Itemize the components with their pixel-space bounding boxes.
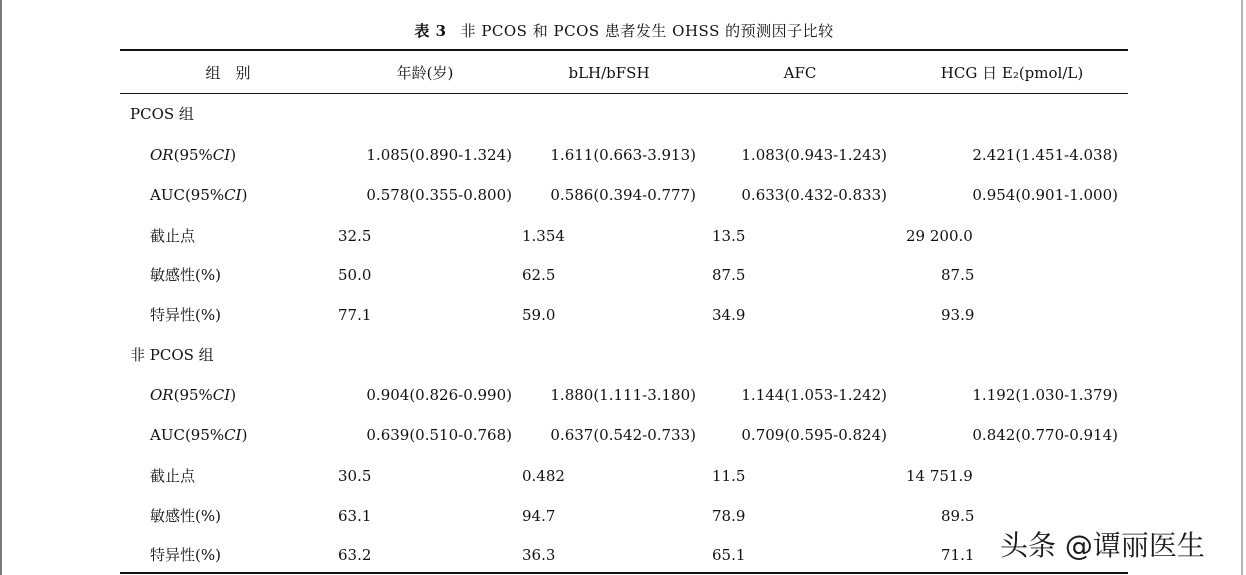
- table-cell: 11.5: [712, 467, 746, 485]
- header-age: 年龄(岁): [396, 64, 454, 82]
- table-cell: 30.5: [338, 467, 372, 485]
- header-blh-bfsh: bLH/bFSH: [568, 64, 650, 82]
- table-cell: 1.880(1.111-3.180): [550, 386, 696, 404]
- table-cell: 87.5: [712, 266, 746, 284]
- table-cell: 29 200.0: [906, 227, 973, 245]
- table-cell: 87.5: [941, 266, 975, 284]
- table-cell: 1.611(0.663-3.913): [550, 146, 696, 164]
- table-cell: 2.421(1.451-4.038): [972, 146, 1118, 164]
- table-cell: 93.9: [941, 306, 975, 324]
- table-cell: 1.144(1.053-1.242): [741, 386, 887, 404]
- row-label-sensitivity: 敏感性(%): [150, 266, 221, 284]
- table-cell: 14 751.9: [906, 467, 973, 485]
- table-cell: 0.904(0.826-0.990): [366, 386, 512, 404]
- group-label-non-pcos: 非 PCOS 组: [130, 346, 214, 364]
- row-label-specificity: 特异性(%): [150, 306, 221, 324]
- table-cell: 0.578(0.355-0.800): [366, 186, 512, 204]
- row-label-or: OR(95%CI): [150, 386, 237, 404]
- header-hcg-e2: HCG 日 E₂(pmol/L): [940, 64, 1084, 82]
- table-cell: 0.709(0.595-0.824): [741, 426, 887, 444]
- table-cell: 13.5: [712, 227, 746, 245]
- table-cell: 0.954(0.901-1.000): [972, 186, 1118, 204]
- table-cell: 65.1: [712, 546, 746, 564]
- table-cell: 1.354: [522, 227, 565, 245]
- table-cell: 0.637(0.542-0.733): [550, 426, 696, 444]
- table-number: 表 3: [414, 22, 447, 40]
- header-rule: [120, 93, 1128, 94]
- group-label-pcos: PCOS 组: [130, 105, 194, 123]
- table-cell: 94.7: [522, 507, 556, 525]
- table-cell: 77.1: [338, 306, 372, 324]
- table-cell: 63.2: [338, 546, 372, 564]
- page-right-edge: [1241, 0, 1243, 575]
- table-cell: 0.482: [522, 467, 565, 485]
- row-label-specificity: 特异性(%): [150, 546, 221, 564]
- table-cell: 36.3: [522, 546, 556, 564]
- row-label-or: OR(95%CI): [150, 146, 237, 164]
- table-cell: 34.9: [712, 306, 746, 324]
- header-group: 组 别: [205, 64, 251, 82]
- header-afc: AFC: [783, 64, 817, 82]
- top-rule: [120, 49, 1128, 51]
- row-label-cutoff: 截止点: [150, 467, 196, 485]
- table-cell: 63.1: [338, 507, 372, 525]
- row-label-sensitivity: 敏感性(%): [150, 507, 221, 525]
- table-cell: 89.5: [941, 507, 975, 525]
- table-cell: 50.0: [338, 266, 372, 284]
- table-cell: 1.083(0.943-1.243): [741, 146, 887, 164]
- row-label-auc: AUC(95%CI): [150, 426, 248, 444]
- row-label-auc: AUC(95%CI): [150, 186, 248, 204]
- table-cell: 0.639(0.510-0.768): [366, 426, 512, 444]
- table-cell: 0.842(0.770-0.914): [972, 426, 1118, 444]
- table-cell: 78.9: [712, 507, 746, 525]
- row-label-cutoff: 截止点: [150, 227, 196, 245]
- table-cell: 0.633(0.432-0.833): [741, 186, 887, 204]
- watermark: 头条 @谭丽医生: [1000, 529, 1205, 562]
- bottom-rule: [120, 572, 1128, 574]
- table-cell: 0.586(0.394-0.777): [550, 186, 696, 204]
- table-cell: 59.0: [522, 306, 556, 324]
- table-cell: 71.1: [941, 546, 975, 564]
- table-cell: 1.085(0.890-1.324): [366, 146, 512, 164]
- table-cell: 1.192(1.030-1.379): [972, 386, 1118, 404]
- page-left-edge: [0, 0, 2, 575]
- table-caption: [120, 20, 1128, 41]
- table-cell: 62.5: [522, 266, 556, 284]
- table-title: 非 PCOS 和 PCOS 患者发生 OHSS 的预测因子比较: [460, 22, 834, 40]
- table-cell: 32.5: [338, 227, 372, 245]
